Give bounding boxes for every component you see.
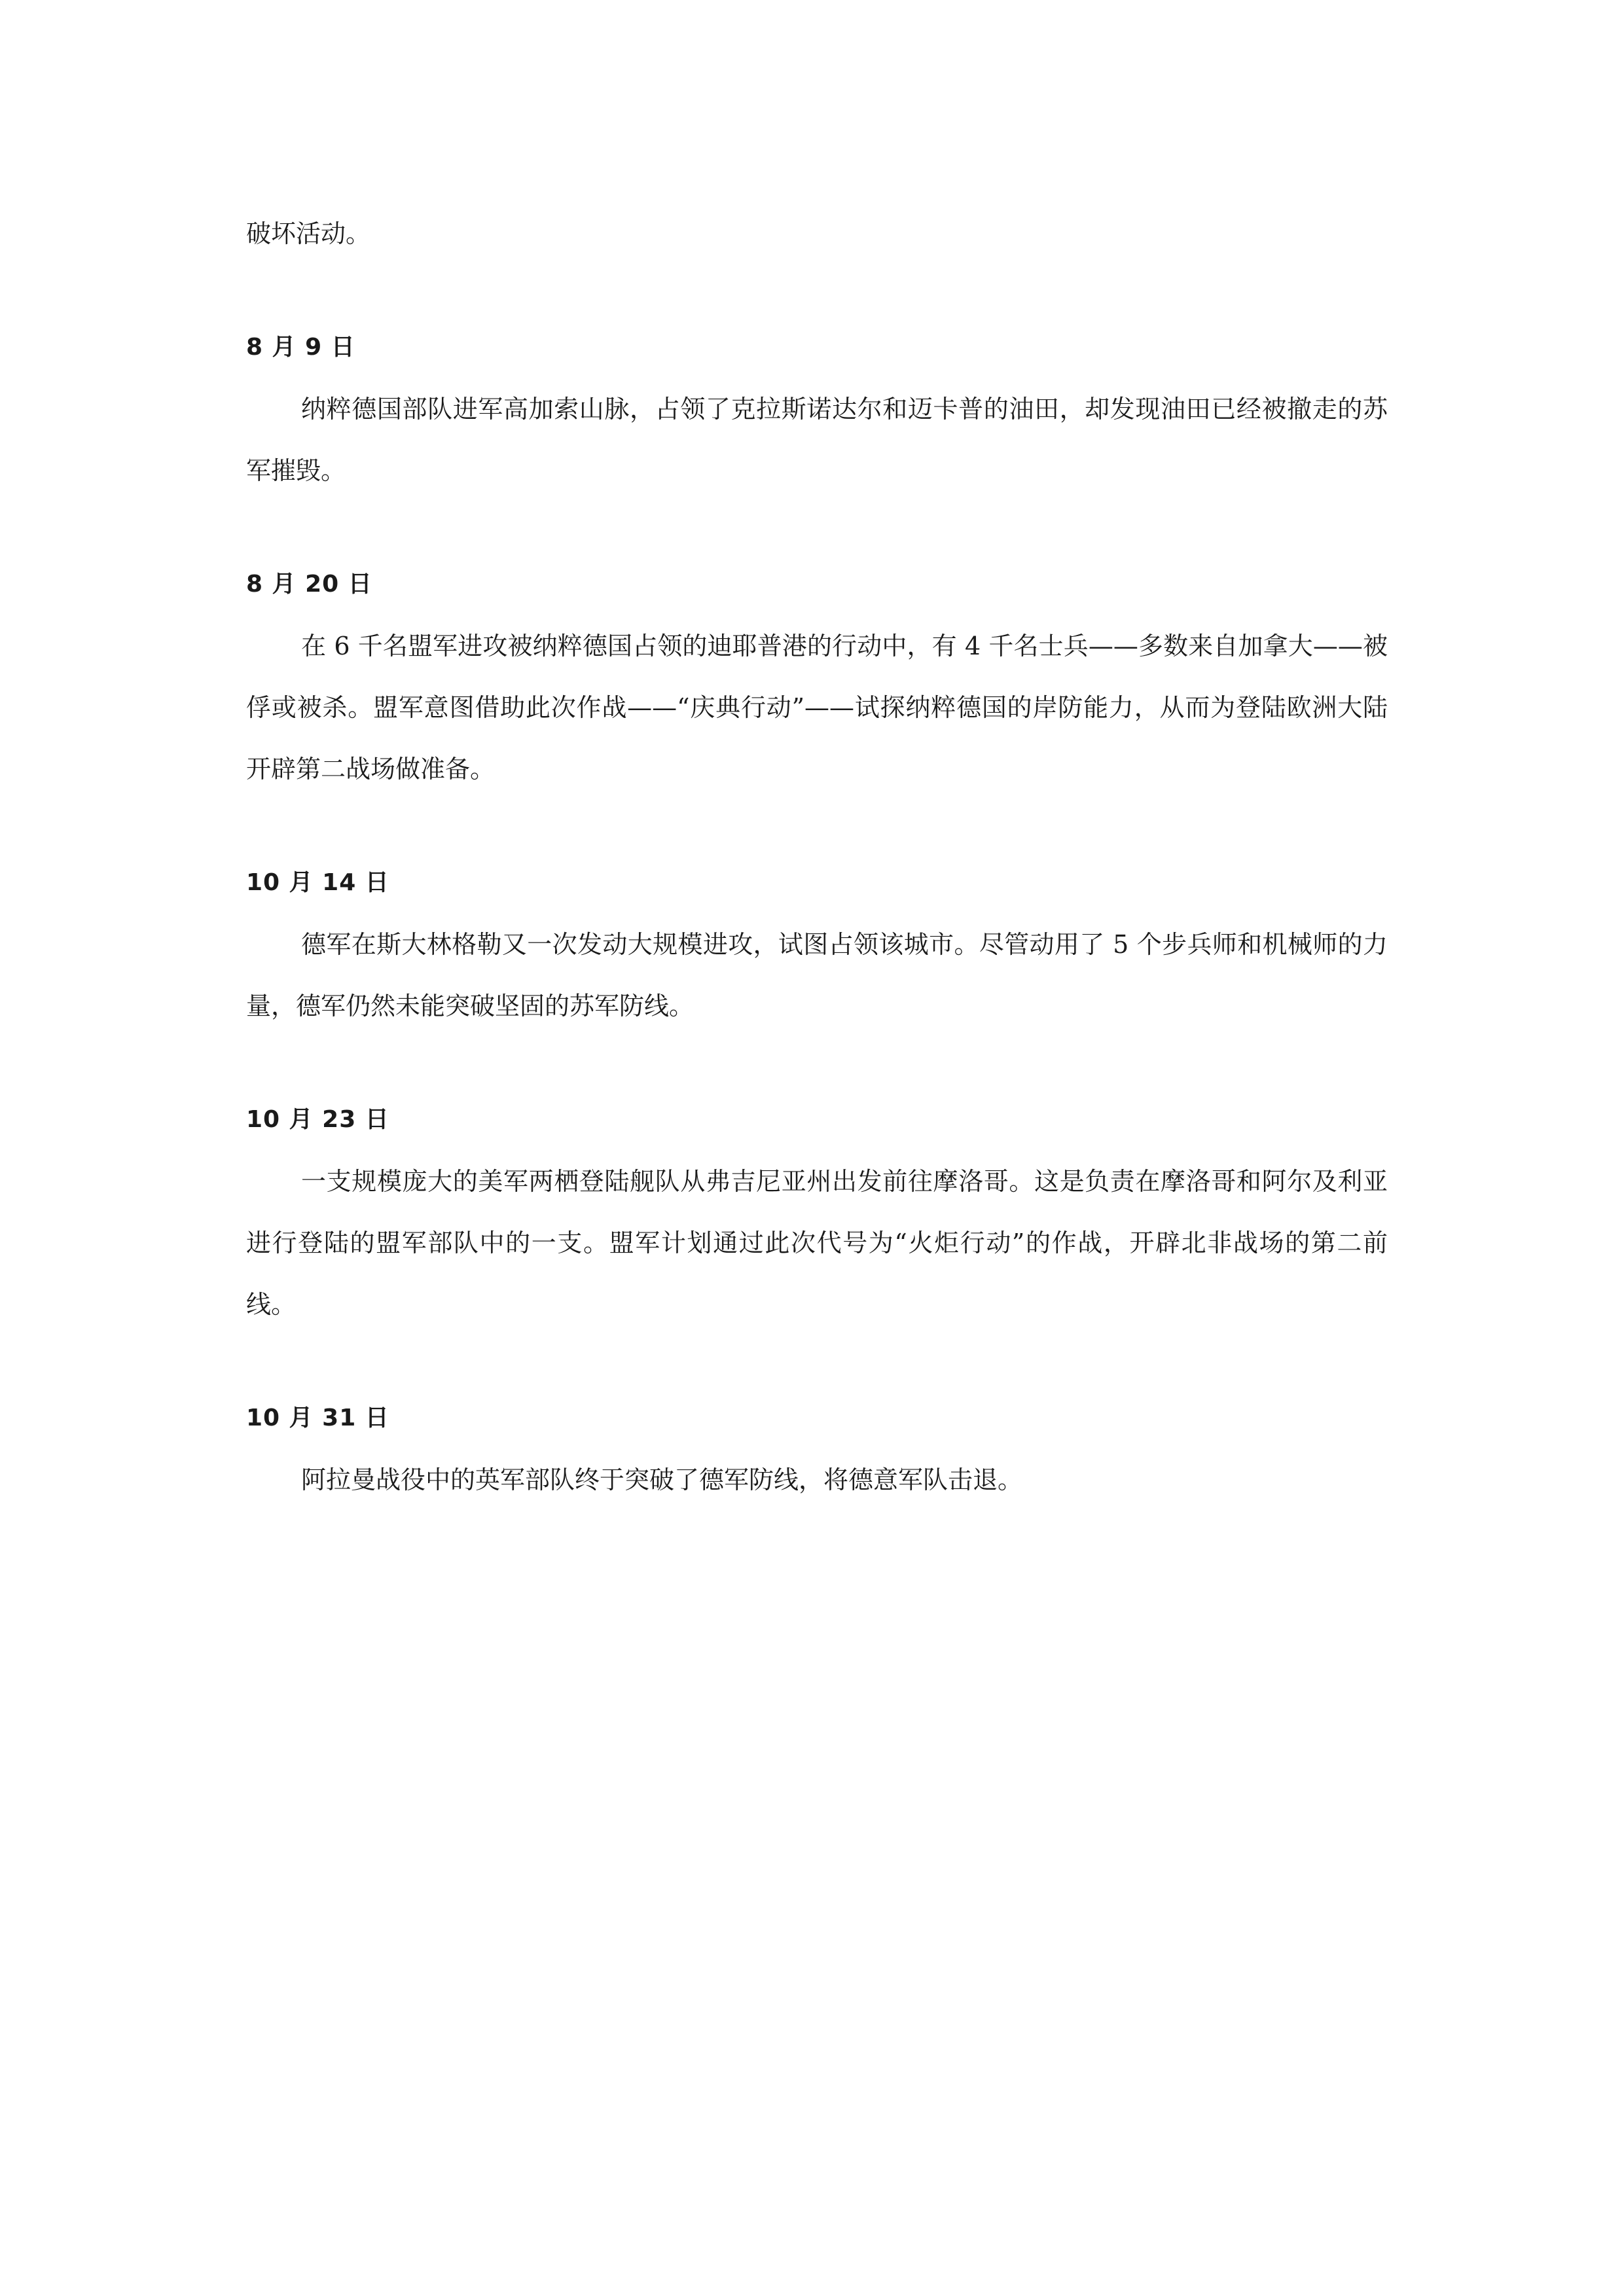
entry-text: 德军在斯大林格勒又一次发动大规模进攻，试图占领该城市。尽管动用了 5 个步兵师和机械师的力量，德军仍然未能突破坚固的苏军防线。 (246, 930, 1388, 1020)
entry-date: 10 月 14 日 (246, 869, 389, 896)
opening-paragraph: 破坏活动。 (246, 219, 371, 248)
entry-text: 纳粹德国部队进军高加索山脉，占领了克拉斯诺达尔和迈卡普的油田，却发现油田已经被撤走的苏军摧毁。 (246, 395, 1388, 485)
entry-text: 一支规模庞大的美军两栖登陆舰队从弗吉尼亚州出发前往摩洛哥。这是负责在摩洛哥和阿尔及利亚进行登陆的盟军部队中的一支。盟军计划通过此次代号为“火炬行动”的作战，开辟北非战场的第二前线。 (246, 1167, 1388, 1319)
entry-date: 10 月 23 日 (246, 1106, 389, 1133)
timeline-entry (246, 317, 1388, 501)
entry-text: 阿拉曼战役中的英军部队终于突破了德军防线，将德意军队击退。 (301, 1465, 1023, 1494)
timeline-entry (246, 1089, 1388, 1335)
timeline-entry (246, 554, 1388, 800)
entry-date: 8 月 20 日 (246, 571, 372, 598)
timeline-entry (246, 852, 1388, 1037)
timeline-entry (246, 1388, 1388, 1511)
document-body (246, 203, 1388, 1511)
entry-date: 8 月 9 日 (246, 334, 355, 361)
entry-date: 10 月 31 日 (246, 1405, 389, 1431)
entry-text: 在 6 千名盟军进攻被纳粹德国占领的迪耶普港的行动中，有 4 千名士兵——多数来自加拿大——被俘或被杀。盟军意图借助此次作战——“庆典行动”——试探纳粹德国的岸防能力，从而为登陆欧洲大陆开辟第二战场做准备。 (246, 632, 1388, 783)
